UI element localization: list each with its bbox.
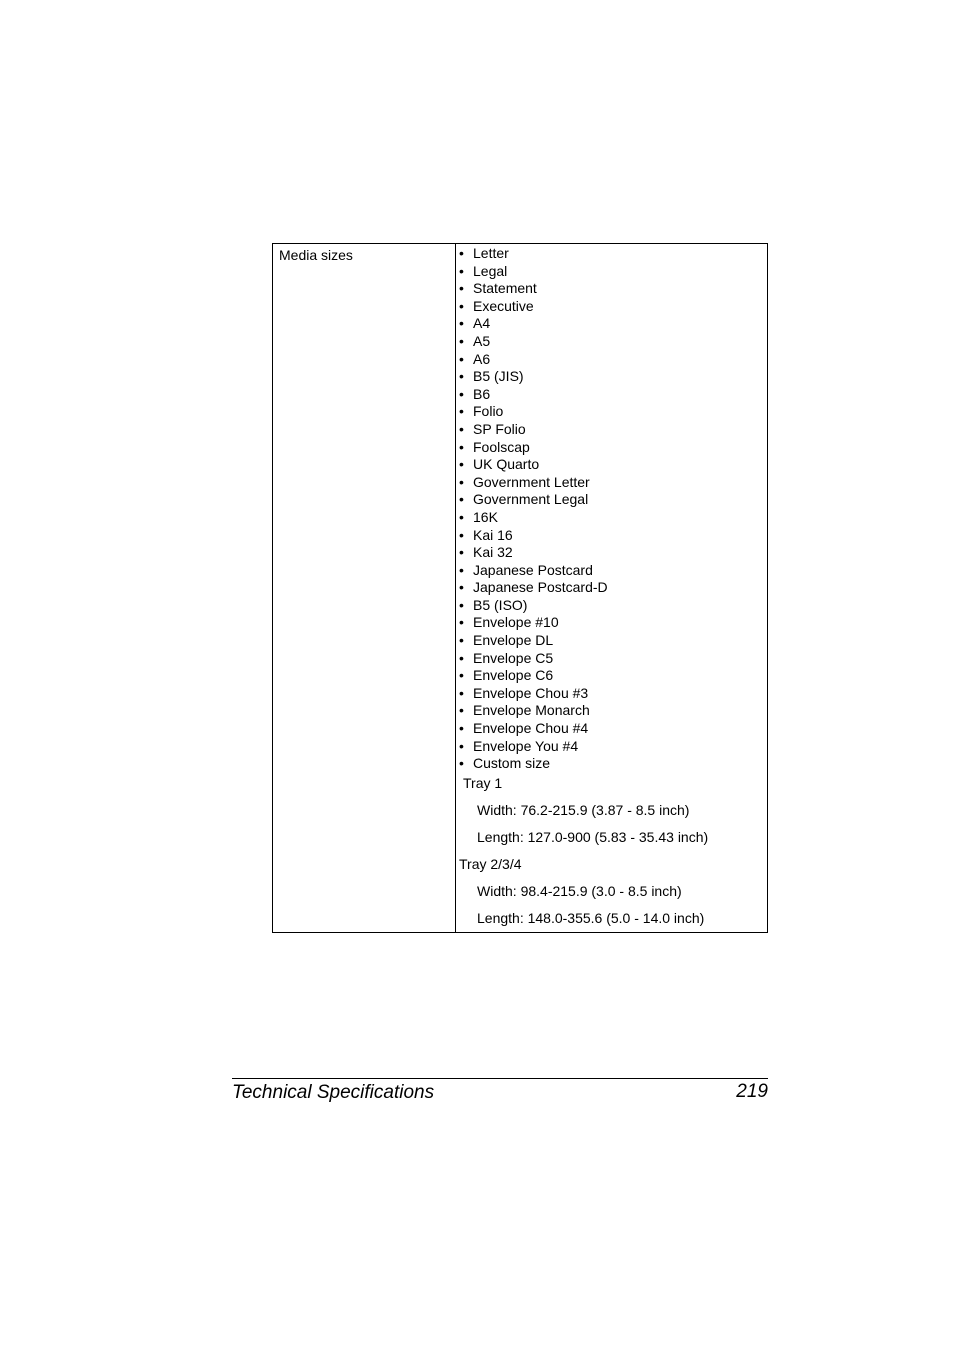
media-size-label: Kai 32 [473,544,513,561]
media-size-label: Envelope Monarch [473,702,590,719]
media-size-item [459,509,763,527]
media-size-label: Envelope #10 [473,614,559,631]
media-size-item [459,614,763,632]
media-size-label: Envelope C6 [473,667,554,684]
media-size-item [459,351,763,369]
media-size-item [459,263,763,281]
media-size-label: Statement [473,280,537,297]
media-size-label: Envelope C5 [473,649,554,666]
media-size-item [459,702,763,720]
media-size-item [459,298,763,316]
bullet-icon: • [459,385,464,402]
bullet-icon: • [459,720,464,737]
tray234-heading: Tray 2/3/4 [459,855,522,872]
media-size-item [459,456,763,474]
media-sizes-label: Media sizes [279,247,353,263]
bullet-icon: • [459,508,464,525]
media-size-item [459,439,763,457]
media-sizes-table [272,243,768,933]
bullet-icon: • [459,614,464,631]
media-size-label: Legal [473,262,508,279]
bullet-icon: • [459,368,464,385]
media-size-label: Envelope You #4 [473,737,579,754]
tray234-length: Length: 148.0-355.6 (5.0 - 14.0 inch) [477,909,705,926]
media-size-label: Japanese Postcard-D [473,579,608,596]
bullet-icon: • [459,491,464,508]
media-size-label: B6 [473,385,491,402]
media-size-label: A6 [473,350,491,367]
media-size-label: Foolscap [473,438,530,455]
media-size-label: SP Folio [473,420,526,437]
bullet-icon: • [459,755,464,772]
media-size-label: Folio [473,403,504,420]
bullet-icon: • [459,473,464,490]
media-size-item [459,755,763,773]
media-size-item [459,562,763,580]
media-size-list [459,245,763,773]
media-size-item [459,632,763,650]
media-size-item [459,650,763,668]
tray234-width: Width: 98.4-215.9 (3.0 - 8.5 inch) [477,882,682,899]
media-size-item [459,386,763,404]
media-size-label: Japanese Postcard [473,561,593,578]
bullet-icon: • [459,438,464,455]
bullet-icon: • [459,684,464,701]
media-size-label: Letter [473,245,509,261]
media-size-label: B5 (JIS) [473,368,524,385]
tray1-width: Width: 76.2-215.9 (3.87 - 8.5 inch) [477,801,690,818]
media-size-item [459,474,763,492]
media-size-label: Government Legal [473,491,589,508]
bullet-icon: • [459,544,464,561]
bullet-icon: • [459,315,464,332]
bullet-icon: • [459,403,464,420]
media-size-item [459,403,763,421]
media-size-label: B5 (ISO) [473,596,528,613]
footer-title: Technical Specifications [232,1082,435,1103]
media-size-item [459,245,763,263]
media-size-label: Envelope DL [473,632,554,649]
media-size-item [459,280,763,298]
bullet-icon: • [459,702,464,719]
page-number: 219 [736,1081,768,1102]
bullet-icon: • [459,632,464,649]
bullet-icon: • [459,649,464,666]
media-size-item [459,720,763,738]
media-size-label: Kai 16 [473,526,513,543]
bullet-icon: • [459,579,464,596]
media-sizes-values [459,245,763,927]
bullet-icon: • [459,561,464,578]
bullet-icon: • [459,526,464,543]
media-size-label: UK Quarto [473,456,540,473]
bullet-icon: • [459,456,464,473]
media-size-label: Government Letter [473,473,590,490]
media-size-label: A5 [473,332,491,349]
media-size-item [459,544,763,562]
media-size-item [459,333,763,351]
tray1-length: Length: 127.0-900 (5.83 - 35.43 inch) [477,828,709,845]
media-size-item [459,368,763,386]
media-size-item [459,738,763,756]
bullet-icon: • [459,332,464,349]
media-size-item [459,491,763,509]
bullet-icon: • [459,297,464,314]
media-size-item [459,315,763,333]
media-size-label: Custom size [473,755,551,772]
bullet-icon: • [459,262,464,279]
footer-rule [232,1078,768,1079]
bullet-icon: • [459,245,464,261]
tray1-heading: Tray 1 [463,774,503,791]
column-divider [455,244,456,932]
media-size-label: Executive [473,297,534,314]
media-size-label: Envelope Chou #3 [473,684,589,701]
bullet-icon: • [459,420,464,437]
bullet-icon: • [459,350,464,367]
media-size-item [459,579,763,597]
media-size-label: Envelope Chou #4 [473,720,589,737]
bullet-icon: • [459,667,464,684]
bullet-icon: • [459,280,464,297]
media-size-item [459,667,763,685]
bullet-icon: • [459,737,464,754]
media-size-item [459,597,763,615]
media-size-item [459,685,763,703]
media-size-item [459,527,763,545]
bullet-icon: • [459,596,464,613]
media-size-label: A4 [473,315,491,332]
media-size-item [459,421,763,439]
media-size-label: 16K [473,508,498,525]
